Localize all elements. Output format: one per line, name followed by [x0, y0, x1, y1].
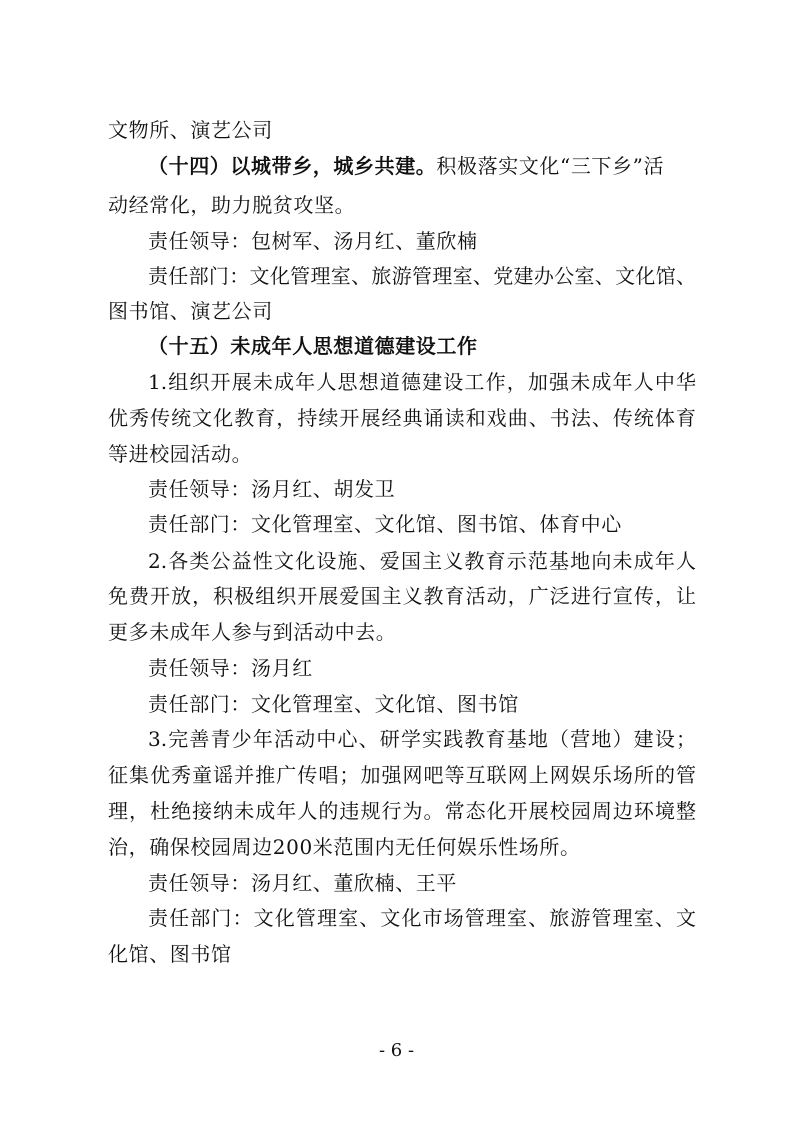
responsible-departments: 责任部门：文化管理室、文化市场管理室、旅游管理室、文: [148, 906, 696, 930]
responsible-leaders: 责任领导：包树军、汤月红、董欣楠: [148, 229, 478, 253]
text-line: 化馆、图书馆: [108, 942, 232, 966]
item-3-line: 征集优秀童谣并推广传唱；加强网吧等互联网上网娱乐场所的管: [108, 763, 696, 787]
responsible-departments: 责任部门：文化管理室、文化馆、图书馆、体育中心: [148, 512, 622, 536]
text-line: 图书馆、演艺公司: [108, 299, 273, 323]
responsible-leaders: 责任领导：汤月红: [148, 656, 313, 680]
responsible-leaders: 责任领导：汤月红、董欣楠、王平: [148, 871, 457, 895]
text-line: 动经常化，助力脱贫攻坚。: [108, 193, 356, 217]
item-2-line: 免费开放，积极组织开展爱国主义教育活动，广泛进行宣传，让: [108, 584, 696, 608]
responsible-leaders: 责任领导：汤月红、胡发卫: [148, 477, 396, 501]
item-1-line: 等进校园活动。: [108, 442, 253, 466]
section-heading-15: （十五）未成年人思想道德建设工作: [148, 334, 478, 358]
section-heading-14-body: 积极落实文化“三下乡”活: [436, 154, 665, 178]
item-3-line: 理，杜绝接纳未成年人的违规行为。常态化开展校园周边环境整: [108, 799, 696, 823]
section-heading-14-title: （十四）以城带乡，城乡共建。: [148, 154, 437, 178]
page-number: - 6 -: [378, 1040, 415, 1061]
item-1-line: 优秀传统文化教育，持续开展经典诵读和戏曲、书法、传统体育: [108, 406, 696, 430]
responsible-departments: 责任部门：文化管理室、旅游管理室、党建办公室、文化馆、: [148, 264, 696, 288]
text-line: 文物所、演艺公司: [108, 118, 273, 142]
item-2-line: 2.各类公益性文化设施、爱国主义教育示范基地向未成年人: [148, 549, 696, 573]
section-heading-14: [148, 154, 664, 178]
item-1-line: 1.组织开展未成年人思想道德建设工作，加强未成年人中华: [148, 370, 696, 394]
responsible-departments: 责任部门：文化管理室、文化馆、图书馆: [148, 692, 519, 716]
item-3-line: 3.完善青少年活动中心、研学实践教育基地（营地）建设；: [148, 727, 696, 751]
item-3-line: 治，确保校园周边200米范围内无任何娱乐性场所。: [108, 835, 581, 859]
item-2-line: 更多未成年人参与到活动中去。: [108, 620, 397, 644]
